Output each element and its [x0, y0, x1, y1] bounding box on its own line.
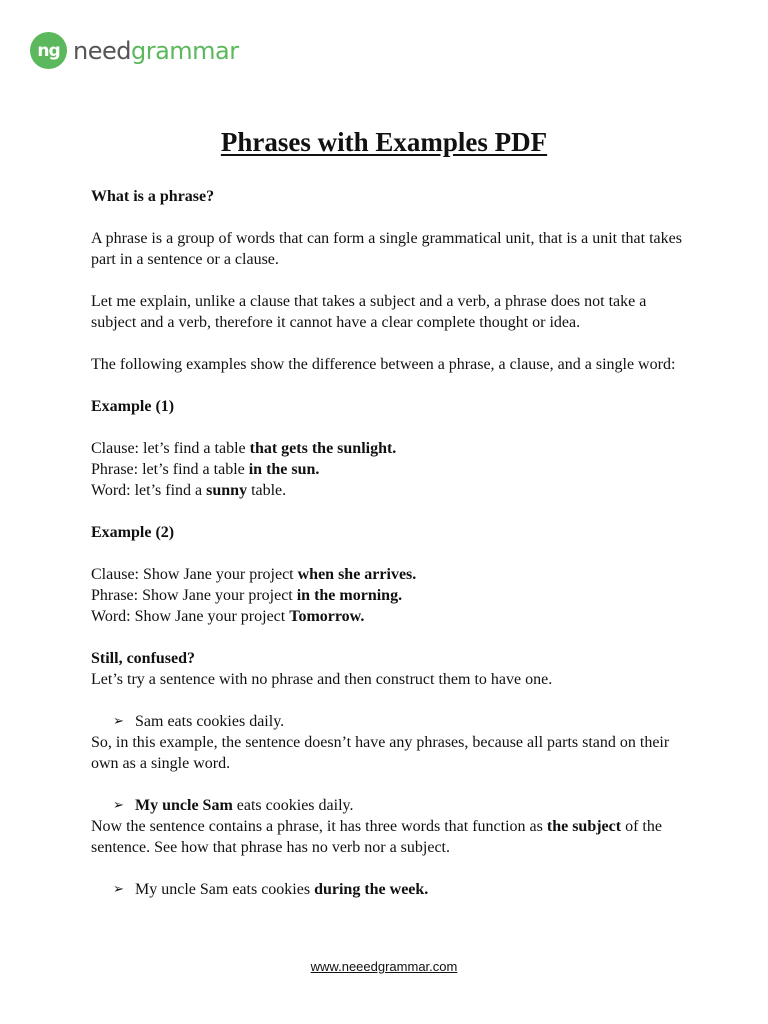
example2-word-prefix: Word: Show Jane your project: [91, 608, 290, 625]
bullet2-explanation: [91, 816, 691, 858]
what-is-heading: [91, 186, 691, 207]
logo-mark: ng: [30, 32, 67, 69]
example1-clause-prefix: Clause: let’s find a table: [91, 440, 250, 457]
arrow-bullet-icon: ➢: [113, 798, 124, 813]
confused-intro: Let’s try a sentence with no phrase and then construct them to have one.: [91, 671, 553, 688]
example1-word: [91, 480, 691, 501]
bullet3-text: [135, 879, 428, 900]
example2-word: [91, 606, 691, 627]
example1-clause: [91, 438, 691, 459]
bullet-item-1: [91, 711, 691, 732]
logo-grammar: grammar: [130, 36, 239, 65]
logo-wordmark: [73, 37, 239, 65]
bullet-item-2: [91, 795, 691, 816]
example2-phrase: [91, 585, 691, 606]
bullet1-text: Sam eats cookies daily.: [135, 713, 285, 730]
bullet2-text: [135, 795, 353, 816]
example1-heading: [91, 396, 691, 417]
needgrammar-logo: [30, 32, 239, 69]
example2-clause-bold: when she arrives.: [297, 566, 417, 583]
bullet3-bold: during the week.: [314, 881, 429, 898]
paragraph-explanation: Let me explain, unlike a clause that takes a subject and a verb, a phrase does not take a subject and a verb, therefore it cannot have a clear complete thought or idea.: [91, 293, 647, 331]
document-body: [91, 186, 691, 900]
example1-phrase-prefix: Phrase: let’s find a table: [91, 461, 249, 478]
example1-phrase: [91, 459, 691, 480]
example1-word-suffix: table.: [247, 482, 287, 499]
arrow-bullet-icon: ➢: [113, 882, 124, 897]
example1-word-prefix: Word: let’s find a: [91, 482, 207, 499]
bullet1-explanation: So, in this example, the sentence doesn’t have any phrases, because all parts stand on their own as a single word.: [91, 734, 670, 772]
example1-clause-bold: that gets the sunlight.: [249, 440, 397, 457]
bullet2-explanation-bold: the subject: [546, 818, 622, 835]
bullet2-bold: My uncle Sam: [135, 797, 233, 814]
example1-phrase-bold: in the sun.: [248, 461, 320, 478]
example2-heading-text: Example (2): [91, 524, 175, 541]
example2-heading: [91, 522, 691, 543]
footer-link[interactable]: www.neeedgrammar.com: [310, 959, 458, 974]
confused-heading: [91, 648, 691, 669]
what-is-heading-text: What is a phrase?: [91, 188, 215, 205]
paragraph-examples-intro: The following examples show the difference between a phrase, a clause, and a single word:: [91, 356, 676, 373]
bullet-item-3: [91, 879, 691, 900]
confused-heading-text: Still, confused?: [91, 650, 196, 667]
example1-heading-text: Example (1): [91, 398, 175, 415]
paragraph-definition: A phrase is a group of words that can form a single grammatical unit, that is a unit that takes part in a sentence or a clause.: [91, 230, 682, 268]
page-title: Phrases with Examples PDF: [220, 127, 548, 157]
example2-clause: [91, 564, 691, 585]
example2-phrase-prefix: Phrase: Show Jane your project: [91, 587, 297, 604]
example2-word-bold: Tomorrow.: [289, 608, 365, 625]
arrow-bullet-icon: ➢: [113, 714, 124, 729]
bullet2-explanation-prefix: Now the sentence contains a phrase, it has three words that function as: [91, 818, 547, 835]
example2-clause-prefix: Clause: Show Jane your project: [91, 566, 298, 583]
example1-word-bold: sunny: [206, 482, 248, 499]
logo-need: need: [73, 36, 131, 65]
example2-phrase-bold: in the morning.: [296, 587, 403, 604]
bullet2-explanation-suffix: of the sentence. See how that phrase has no verb nor a subject.: [91, 818, 662, 856]
bullet2-rest: eats cookies daily.: [232, 797, 354, 814]
bullet3-prefix: My uncle Sam eats cookies: [135, 881, 315, 898]
